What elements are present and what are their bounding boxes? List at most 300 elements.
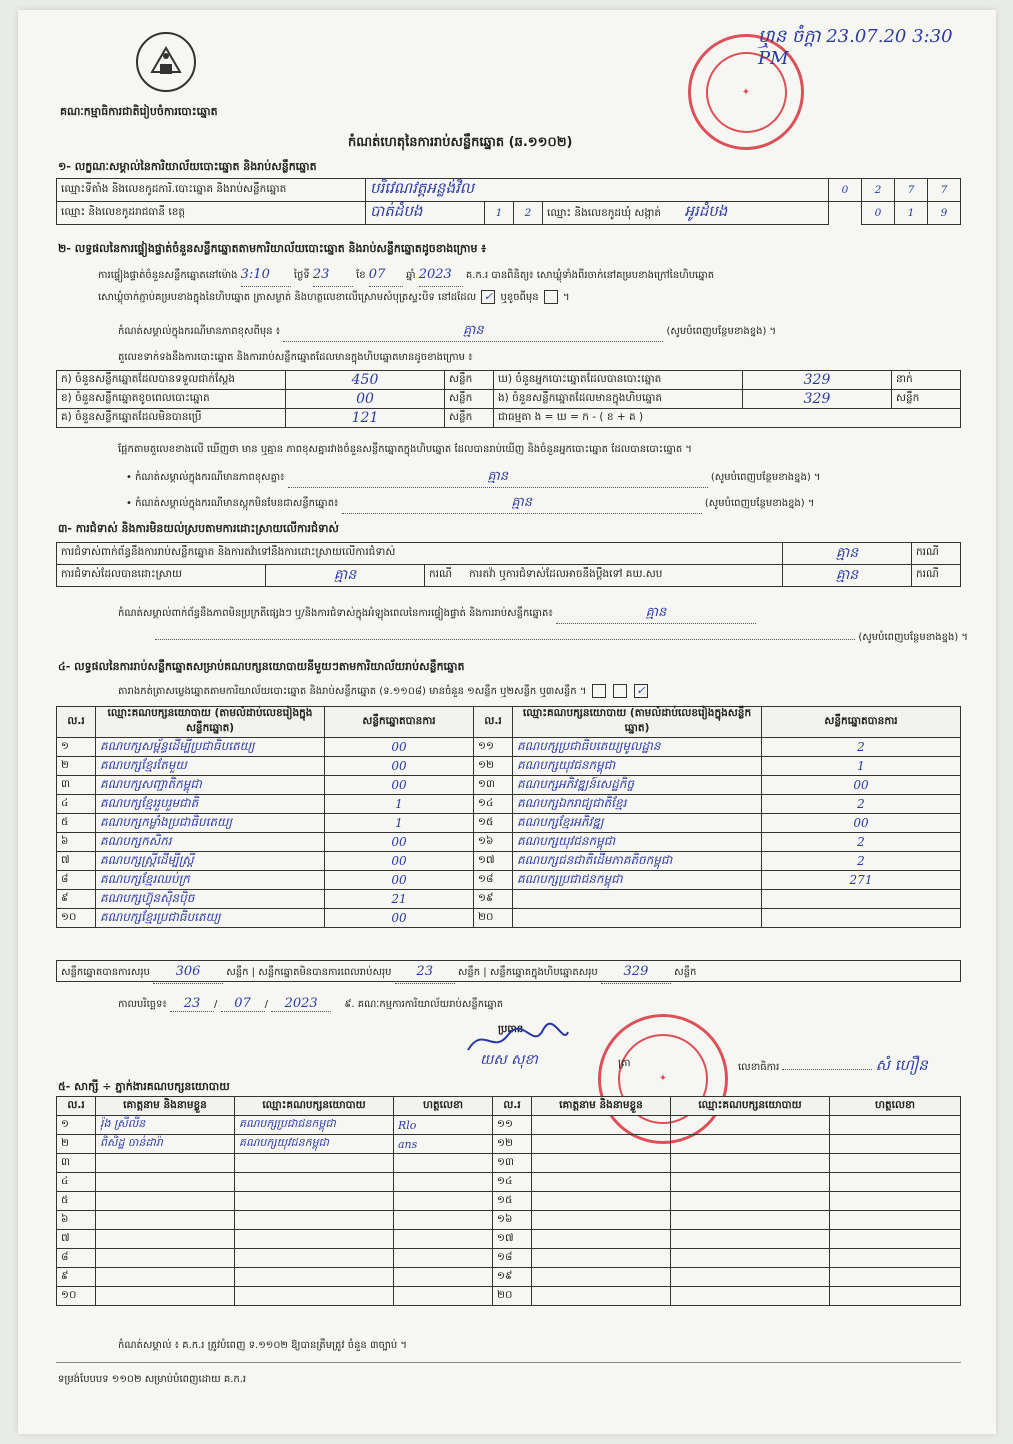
official-seal-bottom: ✦ xyxy=(598,1014,728,1144)
witness-name: រ៉ុង ស្រីលីន xyxy=(96,1116,235,1135)
party-name xyxy=(513,909,762,928)
formula: ជាធម្មតា ង = ឃ = ក - ( ខ + គ ) xyxy=(494,409,961,428)
party-name: គណបក្សខ្មែររួបរួមជាតិ xyxy=(96,795,325,814)
unit-sheet: សន្លឹក xyxy=(445,371,494,390)
party-no: ២០ xyxy=(474,909,513,928)
table-row xyxy=(57,1154,961,1173)
party-name: គណបក្សខ្មែរប្រជាធិបតេយ្យ xyxy=(96,909,325,928)
witness-name xyxy=(96,1154,235,1173)
unit-person: នាក់ xyxy=(892,371,961,390)
col-party: ឈ្មោះគណបក្សនយោបាយ (តាមលំដាប់លេខរៀងក្នុងសន្លឹកឆ្នោត) xyxy=(96,707,325,738)
witness-signature xyxy=(394,1268,493,1287)
party-name: គណបក្សយុវជនកម្ពុជា xyxy=(513,757,762,776)
witness-name xyxy=(532,1211,671,1230)
province-name: បាត់ដំបង xyxy=(366,202,485,225)
verify-line1-suffix: គ.ក.រ បានពិនិត្យ៖ សោឃ្លុំទាំងពីរចាក់នៅគម្របខាងក្រៅនៃហិបឆ្នោត xyxy=(465,270,715,281)
unused-value: 121 xyxy=(286,409,445,428)
footnote: កំណត់សម្គាល់ ៖ គ.ក.រ ត្រូវបំពេញ ទ.១១០២ ឱ្យបានត្រឹមត្រូវ ចំនួន ៣ច្បាប់ ។ xyxy=(118,1340,407,1351)
diff-label: • កំណត់សម្គាល់ក្នុងករណីមានភាពខុសគ្នា៖ xyxy=(126,472,285,483)
stamp-label: ត្រា xyxy=(618,1058,631,1069)
unused-label: គ) ចំនួនសន្លឹកឆ្នោតដែលមិនបានប្រើ xyxy=(57,409,286,428)
party-votes: 00 xyxy=(325,909,474,928)
official-seal-top: ✦ xyxy=(688,34,804,150)
party-votes: 00 xyxy=(762,814,961,833)
witness-signature xyxy=(394,1192,493,1211)
verify-time: 3:10 xyxy=(241,264,291,287)
witness-party: គណបក្សប្រជាជនកម្ពុជា xyxy=(235,1116,394,1135)
verify-month: 07 xyxy=(369,264,403,287)
unit-sheet: សន្លឹក xyxy=(445,409,494,428)
witness-name xyxy=(96,1173,235,1192)
party-name: គណបក្សយុវជនកម្ពុជា xyxy=(513,833,762,852)
col-party: ឈ្មោះគណបក្សនយោបាយ (តាមលំដាប់លេខរៀងក្នុងសន្លឹកឆ្នោត) xyxy=(513,707,762,738)
witness-no: ១២ xyxy=(493,1135,532,1154)
witness-signature xyxy=(830,1192,961,1211)
witness-name xyxy=(96,1287,235,1306)
table-row xyxy=(57,1192,961,1211)
verification-paragraph: ការផ្ទៀងផ្ទាត់ចំនួនសន្លឹកឆ្នោតនៅម៉ោង 3:10 ថ្ងៃទី 23 ខែ 07 ឆ្នាំ 2023 គ.ក.រ បានពិនិត្យ៖ សោឃ្លុំទាំងពីរចាក់នៅគម្របខាងក្រៅនៃហិបឆ្នោត សោឃ្លុំចាក់ភ្ជាប់គម្របខាងក្នុងនៃហិបឆ្នោត ត្រាសម្ងាត់ និងហត្ថលេខាលើស្រោមសំបុត្រស្ទះបិទ នៅដដែល ✓ ឬខូចពីមុន ។ xyxy=(98,264,968,309)
party-votes: 2 xyxy=(762,738,961,757)
party-votes xyxy=(762,890,961,909)
party-no: ៦ xyxy=(57,833,96,852)
witness-no: ១៨ xyxy=(493,1249,532,1268)
witness-no: ១៧ xyxy=(493,1230,532,1249)
witness-party xyxy=(671,1211,830,1230)
witness-signature xyxy=(394,1287,493,1306)
unit-sheet: សន្លឹក xyxy=(226,967,249,978)
col-sign: ហត្ថលេខា xyxy=(830,1097,961,1116)
station-name: បរិវេណវត្តអន្លង់វិល xyxy=(366,179,829,202)
spoiled-label: ខ) ចំនួនសន្លឹកឆ្នោតខូចពេលបោះឆ្នោត xyxy=(57,390,286,409)
party-votes: 00 xyxy=(325,871,474,890)
party-results-table xyxy=(56,706,961,928)
province-code-digit: 2 xyxy=(514,202,543,225)
party-votes: 00 xyxy=(762,776,961,795)
commune-code-digit: 0 xyxy=(862,202,895,225)
party-no: ១៣ xyxy=(474,776,513,795)
table-row xyxy=(57,814,961,833)
province-code-digit: 1 xyxy=(485,202,514,225)
voters-value: 329 xyxy=(743,371,892,390)
station-label: ឈ្មោះទីតាំង និងលេខកូដការិ.បោះឆ្នោត និងរាប់សន្លឹកឆ្នោត xyxy=(57,179,366,202)
party-votes: 00 xyxy=(325,738,474,757)
irregularity-suffix: (សូមបំពេញបន្ថែមខាងខ្នង) ។ xyxy=(858,632,968,643)
witness-no: ៥ xyxy=(57,1192,96,1211)
three-sheet-checkbox[interactable]: ✓ xyxy=(634,684,648,698)
witness-party xyxy=(235,1268,394,1287)
party-votes: 00 xyxy=(325,833,474,852)
voters-label: ឃ) ចំនួនអ្នកបោះឆ្នោតដែលបានបោះឆ្នោត xyxy=(494,371,743,390)
witness-name xyxy=(532,1192,671,1211)
commune-code-digit: 1 xyxy=(895,202,928,225)
party-no: ៧ xyxy=(57,852,96,871)
col-no: ល.រ xyxy=(493,1097,532,1116)
party-no: ៣ xyxy=(57,776,96,795)
witness-no: ១៦ xyxy=(493,1211,532,1230)
total-invalid: 23 xyxy=(395,961,455,984)
unit-sheet: សន្លឹក xyxy=(457,967,481,978)
day-label: ថ្ងៃទី xyxy=(293,270,310,281)
received-value: 450 xyxy=(286,371,445,390)
fraud-line xyxy=(126,494,976,514)
verify-time-label: ការផ្ទៀងផ្ទាត់ចំនួនសន្លឹកឆ្នោតនៅម៉ោង xyxy=(98,270,238,281)
witness-party xyxy=(235,1192,394,1211)
damaged-checkbox[interactable] xyxy=(544,290,558,304)
party-votes: 00 xyxy=(325,852,474,871)
diff-suffix: (សូមបំពេញបន្ថែមខាងខ្នង) ។ xyxy=(710,472,821,483)
witness-no: ២០ xyxy=(493,1287,532,1306)
witness-no: ៦ xyxy=(57,1211,96,1230)
note1-label: កំណត់សម្គាល់ក្នុងករណីមានភាពខុសពីមុន ៖ xyxy=(118,326,281,337)
party-votes: 2 xyxy=(762,795,961,814)
party-name: គណបក្សជនជាតិដើមភាគតិចកម្ពុជា xyxy=(513,852,762,871)
station-code-digit: 2 xyxy=(862,179,895,202)
witness-name: ពិសិដ្ឋ ចាន់ដារ៉ា xyxy=(96,1135,235,1154)
party-votes: 271 xyxy=(762,871,961,890)
tally-intro-text: តារាងកត់ត្រាសម្លេងឆ្នោតតាមការិយាល័យបោះឆ្នោត និងរាប់សន្លឹកឆ្នោត (ទ.១១០៨) មានចំនួន ១សន្លឹក ឬ២សន្លឹក ឬ៣សន្លឹក ។ xyxy=(118,686,587,697)
witness-party xyxy=(671,1268,830,1287)
witness-party xyxy=(235,1287,394,1306)
party-no: ១៦ xyxy=(474,833,513,852)
station-id-table xyxy=(56,178,961,225)
station-code-digit: 7 xyxy=(895,179,928,202)
witness-party: គណបក្សយុវជនកម្ពុជា xyxy=(235,1135,394,1154)
witness-signature xyxy=(394,1211,493,1230)
spoiled-value: 00 xyxy=(286,390,445,409)
witness-name xyxy=(96,1249,235,1268)
diff-line xyxy=(126,468,976,488)
witness-table xyxy=(56,1096,961,1306)
party-no: ១៥ xyxy=(474,814,513,833)
col-name: គោត្តនាម និងនាមខ្លួន xyxy=(532,1097,671,1116)
party-name: គណបក្សកម្លាំងប្រជាធិបតេយ្យ xyxy=(96,814,325,833)
irregularity-suffix-line xyxy=(58,630,968,645)
party-name: គណបក្សអភិវឌ្ឍន៍សេដ្ឋកិច្ច xyxy=(513,776,762,795)
unit-sheet: សន្លឹក xyxy=(674,967,697,978)
witness-name xyxy=(532,1287,671,1306)
witness-signature xyxy=(830,1287,961,1306)
witness-signature: Rlo xyxy=(394,1116,493,1135)
table-row xyxy=(57,890,961,909)
party-rows xyxy=(57,738,961,928)
party-name: គណបក្សខ្មែរឈប់ក្រ xyxy=(96,871,325,890)
numbers-intro: តួលេខទាក់ទងនឹងការបោះឆ្នោត និងការរាប់សន្លឹកឆ្នោតដែលមានក្នុងហិបឆ្នោតមានដូចខាងក្រោម ៖ xyxy=(118,352,473,363)
witness-signature xyxy=(830,1173,961,1192)
witness-name xyxy=(96,1211,235,1230)
party-votes: 2 xyxy=(762,852,961,871)
table-row xyxy=(57,852,961,871)
verify-day: 23 xyxy=(313,264,353,287)
total-valid: 306 xyxy=(153,961,223,984)
appeal-cell xyxy=(425,565,783,587)
witness-signature xyxy=(394,1154,493,1173)
party-name: គណបក្សប្រជាជនកម្ពុជា xyxy=(513,871,762,890)
table-row xyxy=(57,1211,961,1230)
province-label: ឈ្មោះ និងលេខកូដរាជធានី ខេត្ត xyxy=(57,202,366,225)
party-votes: 1 xyxy=(325,795,474,814)
witness-name xyxy=(532,1116,671,1135)
form-title: កំណត់ហេតុនៃការរាប់សន្លឹកឆ្នោត (ឆ.១១០២) xyxy=(348,135,573,150)
witness-party xyxy=(235,1154,394,1173)
tally-intro xyxy=(118,684,650,699)
table-row xyxy=(57,738,961,757)
party-no: ១០ xyxy=(57,909,96,928)
party-votes: 00 xyxy=(325,776,474,795)
party-votes: 21 xyxy=(325,890,474,909)
table-row xyxy=(57,757,961,776)
witness-signature xyxy=(394,1230,493,1249)
col-party: ឈ្មោះគណបក្សនយោបាយ xyxy=(671,1097,830,1116)
party-name: គណបក្សប្រជាធិបតេយ្យមូលដ្ឋាន xyxy=(513,738,762,757)
section4-title: ៤- លទ្ធផលនៃការរាប់សន្លឹកឆ្នោតសម្រាប់គណបក្សនយោបាយនីមួយៗតាមការិយាល័យរាប់សន្លឹកឆ្នោត xyxy=(58,660,465,673)
ballot-numbers-table xyxy=(56,370,961,428)
form-footer: ទម្រង់បែបបទ ១១០២ សម្រាប់បំពេញដោយ គ.ក.រ xyxy=(58,1374,247,1385)
witness-party xyxy=(235,1249,394,1268)
appeal-value: គ្មាន xyxy=(783,565,912,587)
chair-signature xyxy=(463,1020,573,1060)
date-year: 2023 xyxy=(271,996,331,1012)
witness-no: ៨ xyxy=(57,1249,96,1268)
unit-sheet: សន្លឹក xyxy=(892,390,961,409)
station-code-digit: 7 xyxy=(928,179,961,202)
party-votes: 2 xyxy=(762,833,961,852)
party-no: ១៤ xyxy=(474,795,513,814)
party-votes: 00 xyxy=(325,757,474,776)
irregularity-label: កំណត់សម្គាល់ពាក់ព័ន្ធនឹងភាពមិនប្រក្រតីផ្សេងៗ ឬ/និងការជំទាស់ក្នុងអំឡុងពេលនៃការផ្ទៀងផ្ទាត់ និងការរាប់សន្លឹកឆ្នោត៖ xyxy=(118,608,553,619)
witness-party xyxy=(671,1116,830,1135)
table-row xyxy=(57,1287,961,1306)
witness-signature xyxy=(830,1249,961,1268)
total-invalid-label: សន្លឹកឆ្នោតមិនបានការពេលរាប់សរុប xyxy=(258,967,392,978)
witness-no: ៣ xyxy=(57,1154,96,1173)
irregularity-value: គ្មាន xyxy=(556,604,756,624)
witness-name xyxy=(532,1230,671,1249)
party-name xyxy=(513,890,762,909)
committee-label: ៩. គណៈកម្មការការិយាល័យរាប់សន្លឹកឆ្នោត xyxy=(344,999,504,1010)
party-name: គណបក្សហ៊្វុនស៊ិនប៉ិច xyxy=(96,890,325,909)
party-no: ១៧ xyxy=(474,852,513,871)
witness-no: ១៥ xyxy=(493,1192,532,1211)
note1-value: គ្មាន xyxy=(283,322,663,342)
nec-logo xyxy=(136,32,196,92)
witness-name xyxy=(96,1192,235,1211)
in-box-label: ង) ចំនួនសន្លឹកឆ្នោតដែលមានក្នុងហិបឆ្នោត xyxy=(494,390,743,409)
witness-no: ១៩ xyxy=(493,1268,532,1287)
witness-no: ៧ xyxy=(57,1230,96,1249)
party-name: គណបក្សខ្មែរអភិវឌ្ឍ xyxy=(513,814,762,833)
received-time-note: ឬាន ចំក្ដា 23.07.20 3:30 PM xyxy=(758,26,953,69)
complaint-label: ការជំទាស់ពាក់ព័ន្ធនឹងការរាប់សន្លឹកឆ្នោត និងការតវ៉ាទៅនឹងការដោះស្រាយលើការជំទាស់ xyxy=(57,543,783,565)
resolved-label: ការជំទាស់ដែលបានដោះស្រាយ xyxy=(57,565,266,587)
witness-no: ១៣ xyxy=(493,1154,532,1173)
section1-title: ១- លក្ខណៈសម្គាល់នៃការិយាល័យបោះឆ្នោត និងរាប់សន្លឹកឆ្នោត xyxy=(58,160,317,173)
witness-party xyxy=(671,1287,830,1306)
station-code-digit: 0 xyxy=(829,179,862,202)
received-label: ក) ចំនួនសន្លឹកឆ្នោតដែលបានទទួលជាក់ស្តែង xyxy=(57,371,286,390)
witness-no: ៩ xyxy=(57,1268,96,1287)
party-no: ១១ xyxy=(474,738,513,757)
witness-signature xyxy=(394,1173,493,1192)
total-box-label: សន្លឹកឆ្នោតក្នុងហិបឆ្នោតសរុប xyxy=(489,967,598,978)
table-row xyxy=(57,1268,961,1287)
witness-party xyxy=(671,1249,830,1268)
section3-title: ៣- ការជំទាស់ និងការមិនយល់ស្របតាមការដោះស្រាយលើការជំទាស់ xyxy=(58,522,339,535)
table-row xyxy=(57,833,961,852)
party-no: ៩ xyxy=(57,890,96,909)
fraud-suffix: (សូមបំពេញបន្ថែមខាងខ្នង) ។ xyxy=(704,498,815,509)
party-votes: 1 xyxy=(325,814,474,833)
party-no: ៨ xyxy=(57,871,96,890)
verify-year: 2023 xyxy=(419,264,463,287)
witness-rows xyxy=(57,1116,961,1306)
complaints-table xyxy=(56,542,961,587)
chair-label: ប្រធាន xyxy=(498,1024,524,1035)
section2-title: ២- លទ្ធផលនៃការផ្ទៀងផ្ទាត់ចំនួនសន្លឹកឆ្នោតតាមការិយាល័យបោះឆ្នោត និងរាប់សន្លឹកឆ្នោតដូចខាងក្រោម ៖ xyxy=(58,242,487,255)
total-valid-label: សន្លឹកឆ្នោតបានការសរុប xyxy=(61,967,150,978)
form-sheet xyxy=(18,10,996,1434)
party-no: ២ xyxy=(57,757,96,776)
party-votes: 1 xyxy=(762,757,961,776)
date-day: 23 xyxy=(170,996,214,1012)
appeal-label: ការតវ៉ា ឬការជំទាស់ដែលអាចនឹងប្តឹងទៅ គឃ.សប xyxy=(469,568,663,580)
party-name: គណបក្សស្ត្រីដើម្បីស្ត្រី xyxy=(96,852,325,871)
witness-party xyxy=(671,1173,830,1192)
intact-checkbox[interactable]: ✓ xyxy=(481,290,495,304)
party-no: ១ xyxy=(57,738,96,757)
resolved-value: គ្មាន xyxy=(266,565,425,587)
witness-signature: ans xyxy=(394,1135,493,1154)
witness-no: ២ xyxy=(57,1135,96,1154)
in-box-value: 329 xyxy=(743,390,892,409)
party-name: គណបក្សសម្ព័ន្ធដើម្បីប្រជាធិបតេយ្យ xyxy=(96,738,325,757)
party-no: ១៩ xyxy=(474,890,513,909)
witness-party xyxy=(671,1154,830,1173)
party-no: ១២ xyxy=(474,757,513,776)
table-row xyxy=(57,1116,961,1135)
date-label: កាលបរិច្ឆេទ៖ xyxy=(118,999,167,1010)
party-name: គណបក្សខ្មែរតែមួយ xyxy=(96,757,325,776)
nec-emblem-icon xyxy=(138,34,194,90)
witness-party xyxy=(671,1135,830,1154)
two-sheet-checkbox[interactable] xyxy=(613,684,627,698)
witness-party xyxy=(671,1230,830,1249)
col-sign: ហត្ថលេខា xyxy=(394,1097,493,1116)
commune-label: ឈ្មោះ និងលេខកូដឃុំ សង្កាត់ xyxy=(547,207,662,219)
col-no: ល.រ xyxy=(474,707,513,738)
col-party: ឈ្មោះគណបក្សនយោបាយ xyxy=(235,1097,394,1116)
section5-title: ៥- សាក្សី ÷ ភ្នាក់ងារគណបក្សនយោបាយ xyxy=(58,1080,230,1093)
month-label: ខែ xyxy=(356,270,366,281)
year-label: ឆ្នាំ xyxy=(405,270,416,281)
witness-signature xyxy=(830,1135,961,1154)
chair-name: យស សុខា xyxy=(480,1052,538,1068)
commune-code-digit: 9 xyxy=(928,202,961,225)
complaint-value: គ្មាន xyxy=(783,543,912,565)
witness-name xyxy=(532,1249,671,1268)
witness-no: ១៤ xyxy=(493,1173,532,1192)
witness-party xyxy=(235,1173,394,1192)
irregularity-note xyxy=(118,604,978,624)
witness-name xyxy=(532,1268,671,1287)
party-no: ៤ xyxy=(57,795,96,814)
witness-party xyxy=(671,1192,830,1211)
witness-no: ១ xyxy=(57,1116,96,1135)
witness-no: ១១ xyxy=(493,1116,532,1135)
col-votes: សន្លឹកឆ្នោតបានការ xyxy=(325,707,474,738)
table-row xyxy=(57,1249,961,1268)
witness-signature xyxy=(830,1154,961,1173)
total-box: 329 xyxy=(601,961,671,984)
party-name: គណបក្សឯករាជ្យជាតិខ្មែរ xyxy=(513,795,762,814)
table-row xyxy=(57,871,961,890)
col-votes: សន្លឹកឆ្នោតបានការ xyxy=(762,707,961,738)
case-unit: ករណី xyxy=(912,565,961,587)
fraud-label: • កំណត់សម្គាល់ក្នុងករណីមានស្តុកមិនមែនជាសន្លឹកឆ្នោត៖ xyxy=(126,498,339,509)
check-line: ផ្អែកតាមតួលេខខាងលើ ឃើញថា មាន ឬគ្មាន ភាពខុសគ្នារវាងចំនួនសន្លឹកឆ្នោតក្នុងហិបឆ្នោត ដែលបានរាប់ឃើញ និងចំនួនអ្នកបោះឆ្នោត ដែលបានបោះឆ្នោត ។ xyxy=(118,444,693,455)
totals-row: សន្លឹកឆ្នោតបានការសរុប 306 សន្លឹក | សន្លឹកឆ្នោតមិនបានការពេលរាប់សរុប 23 សន្លឹក | សន្លឹកឆ្នោតក្នុងហិបឆ្នោតសរុប 329 សន្លឹក xyxy=(56,960,961,982)
witness-no: ៤ xyxy=(57,1173,96,1192)
witness-name xyxy=(532,1173,671,1192)
table-row xyxy=(57,795,961,814)
witness-name xyxy=(96,1268,235,1287)
org-name: គណៈកម្មាធិការជាតិរៀបចំការបោះឆ្នោត xyxy=(60,105,218,118)
witness-signature xyxy=(394,1249,493,1268)
table-row xyxy=(57,1230,961,1249)
commune-label-and-name xyxy=(543,202,829,225)
case-unit: ករណី xyxy=(429,568,452,580)
witness-party xyxy=(235,1211,394,1230)
col-no: ល.រ xyxy=(57,707,96,738)
unit-sheet: សន្លឹក xyxy=(445,390,494,409)
party-no: ១៨ xyxy=(474,871,513,890)
table-row xyxy=(57,909,961,928)
party-votes xyxy=(762,909,961,928)
date-line: កាលបរិច្ឆេទ៖ 23 / 07 / 2023 ៩. គណៈកម្មការការិយាល័យរាប់សន្លឹកឆ្នោត xyxy=(118,996,504,1011)
table-row xyxy=(57,776,961,795)
witness-party xyxy=(235,1230,394,1249)
footer-divider xyxy=(56,1362,961,1363)
damaged-label: ឬខូចពីមុន xyxy=(500,292,539,303)
note1-line xyxy=(118,322,968,342)
secretary-name: សំ ហឿន xyxy=(875,1056,928,1074)
commune-name: អូរដំបង xyxy=(684,202,728,220)
witness-signature xyxy=(830,1116,961,1135)
party-name: គណបក្សកសិករ xyxy=(96,833,325,852)
witness-name xyxy=(532,1135,671,1154)
witness-signature xyxy=(830,1211,961,1230)
secretary-label: លេខាធិការ xyxy=(738,1062,780,1073)
case-unit: ករណី xyxy=(912,543,961,565)
col-no: ល.រ xyxy=(57,1097,96,1116)
witness-no: ១០ xyxy=(57,1287,96,1306)
party-no: ៥ xyxy=(57,814,96,833)
fraud-value: គ្មាន xyxy=(342,494,702,514)
witness-name xyxy=(96,1230,235,1249)
witness-signature xyxy=(830,1230,961,1249)
witness-signature xyxy=(830,1268,961,1287)
one-sheet-checkbox[interactable] xyxy=(592,684,606,698)
table-row xyxy=(57,1173,961,1192)
table-row xyxy=(57,1135,961,1154)
secretary-line xyxy=(738,1056,928,1078)
date-month: 07 xyxy=(221,996,265,1012)
note1-suffix: (សូមបំពេញបន្ថែមខាងខ្នង) ។ xyxy=(666,326,777,337)
witness-name xyxy=(532,1154,671,1173)
diff-value: គ្មាន xyxy=(288,468,708,488)
col-name: គោត្តនាម និងនាមខ្លួន xyxy=(96,1097,235,1116)
verify-line2: សោឃ្លុំចាក់ភ្ជាប់គម្របខាងក្នុងនៃហិបឆ្នោត ត្រាសម្ងាត់ និងហត្ថលេខាលើស្រោមសំបុត្រស្ទះបិទ នៅដដែល xyxy=(98,292,477,303)
party-name: គណបក្សសញ្ជាតិកម្ពុជា xyxy=(96,776,325,795)
